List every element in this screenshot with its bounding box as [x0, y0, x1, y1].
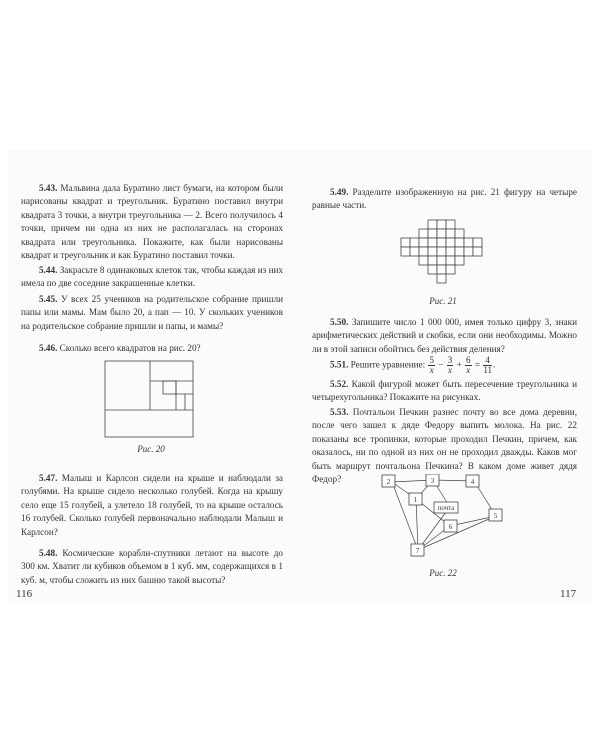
grid-cell [428, 247, 437, 256]
grid-cell [446, 265, 455, 274]
figure-21-grid-shape [396, 218, 496, 298]
grid-cell [455, 229, 464, 238]
grid-cell [446, 247, 455, 256]
grid-cell [473, 238, 482, 247]
problem-5-47: 5.47. Малыш и Карлсон сидели на крыше и наблюдали за голубями. На крыше сидело несколько голубей. Когда на крышу село еще 15 голубей, а улетело 18 голубей, то на крыше осталось 16 голубей. Сколько голубей первоначально наблюдали Малыш и Карлсон? [21, 473, 283, 537]
book-spread [8, 150, 592, 605]
grid-cell [428, 265, 437, 274]
house-label: 3 [430, 477, 435, 485]
problem-5-50: 5.50. Запишите число 1 000 000, имея только цифру 3, знаки арифметических действий и скобки, если они необходимы. Можно ли в этой записи обойтись без действия деления? [312, 317, 577, 354]
problem-5-46: 5.46. Сколько всего квадратов на рис. 20? [39, 343, 201, 353]
problem-5-51: 5.51. Решите уравнение: $\frac{5}{x}$ − $\frac{3}{x}$ + $\frac{6}{x}$ = $\frac{4}{11}$ . [330, 355, 496, 375]
problem-5-43: 5.43. Мальвина дала Буратино лист бумаги, на котором были нарисованы квадрат и треугольник. Буратино поставил внутри квадрата 3 точки, а внутри треугольника — 2. Всего получилось 4 точки, причем ни одна из них не располагалась на сторонах квадрата или треугольника. Покажите, как были нарисованы квадрат и треугольник и как Буратино поставил точки. [21, 183, 283, 261]
grid-cell [446, 229, 455, 238]
grid-cell [437, 247, 446, 256]
grid-cell [446, 256, 455, 265]
grid-cell [464, 238, 473, 247]
grid-cell [446, 220, 455, 229]
house-label: 4 [470, 478, 475, 486]
grid-cell [446, 238, 455, 247]
house-label: 5 [493, 512, 498, 520]
grid-cell [437, 274, 446, 283]
grid-cell [437, 265, 446, 274]
grid-cell [455, 256, 464, 265]
page-number-right: 117 [560, 588, 577, 600]
grid-cell [428, 220, 437, 229]
grid-cell [401, 247, 410, 256]
fraction: $\frac{5}{x}$ [429, 355, 434, 375]
grid-cell [437, 220, 446, 229]
grid-cell [419, 238, 428, 247]
grid-cell [410, 238, 419, 247]
house-label: 7 [415, 547, 420, 555]
problem-5-44: 5.44. Закрасьте 8 одинаковых клеток так, чтобы каждая из них имела по две соседние закрашенные клетки. [21, 265, 284, 289]
figure-21-caption: Рис. 21 [429, 296, 457, 306]
grid-cell [419, 256, 428, 265]
figure-22-caption: Рис. 22 [429, 568, 457, 578]
grid-cell [419, 229, 428, 238]
grid-cell [473, 247, 482, 256]
grid-cell [401, 238, 410, 247]
grid-cell [455, 238, 464, 247]
problem-5-52: 5.52. Какой фигурой может быть пересечение треугольника и четырехугольника? Покажите на рисунках. [312, 379, 578, 403]
house-label: 1 [413, 496, 418, 504]
problem-5-45: 5.45. У всех 25 учеников на родительское собрание пришли папы или мамы. Мам было 20, а пап — 10. У скольких учеников на родительское собрание пришли и папы, и мамы? [21, 294, 284, 331]
fraction: $\frac{3}{x}$ [447, 355, 453, 375]
grid-cell [437, 238, 446, 247]
grid-cell [437, 256, 446, 265]
fraction: $\frac{4}{11}$ [483, 355, 492, 375]
figure-20-squares [104, 360, 204, 440]
grid-cell [428, 229, 437, 238]
figure-20-caption: Рис. 20 [137, 444, 165, 454]
grid-cell [455, 247, 464, 256]
page-number-left: 116 [16, 588, 33, 600]
grid-cell [464, 247, 473, 256]
grid-cell [419, 247, 428, 256]
fraction: $\frac{6}{x}$ [466, 355, 471, 375]
grid-cell [410, 247, 419, 256]
problem-5-49: 5.49. Разделите изображенную на рис. 21 фигуру на четыре равные части. [312, 187, 577, 211]
house-label: 6 [448, 523, 453, 531]
grid-cell [437, 229, 446, 238]
problem-5-53: 5.53. Почтальон Печкин разнес почту во все дома деревни, после чего зашел к дяде Федору выпить молока. На рис. 22 показаны все тропинки, которые проходил Печкин, причем, как оказалось, ни по одной из них он не проходил дважды. Каков мог быть маршрут почтальона Печкина? В каком доме живет дядя Федор? [312, 407, 577, 485]
post-office-label: почта [437, 504, 455, 512]
figure-22-village-map [378, 474, 518, 564]
grid-cell [428, 238, 437, 247]
problem-5-48: 5.48. Космические корабли-спутники летают на высоте до 300 км. Хватит ли кубиков объемом в 1 куб. мм, содержащихся в 1 куб. м, чтобы сложить из них башню такой высоты? [21, 548, 283, 585]
house-label: 2 [386, 478, 391, 486]
grid-cell [428, 256, 437, 265]
